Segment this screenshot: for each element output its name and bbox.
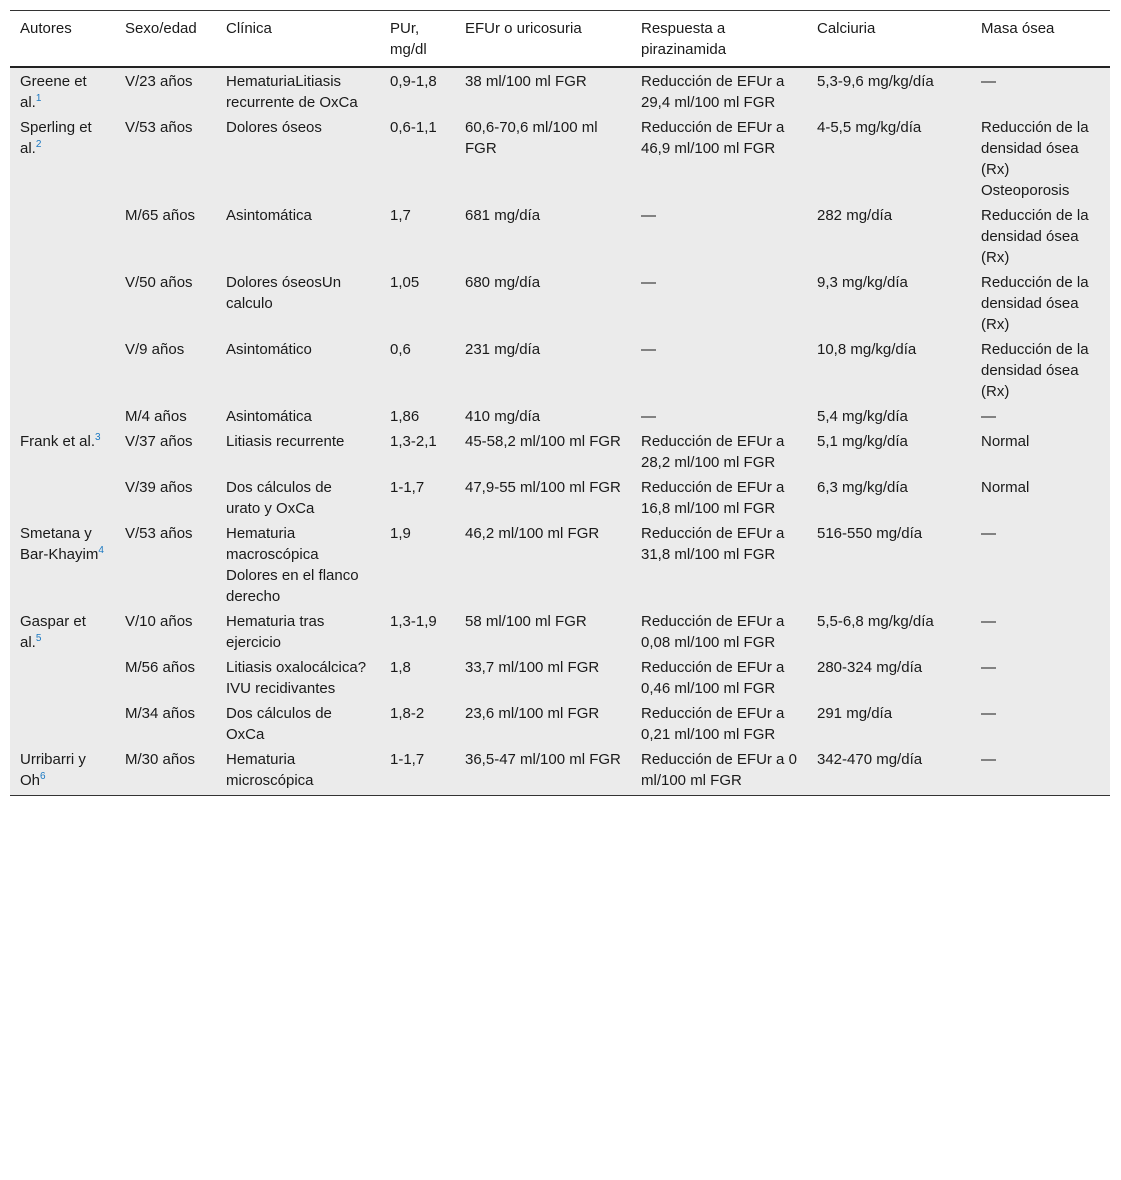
cell-calciuria xyxy=(807,520,971,608)
cell-pur xyxy=(380,700,455,746)
cell-response-text: — xyxy=(641,274,656,291)
table-row xyxy=(10,336,1110,403)
cell-author xyxy=(10,654,115,700)
cell-sex-age-text: M/34 años xyxy=(125,705,196,722)
cell-author-text: Smetana y Bar-Khayim xyxy=(20,525,99,563)
cell-bone-mass-text: — xyxy=(981,408,996,425)
table-row xyxy=(10,654,1110,700)
cell-efur-text: 680 mg/día xyxy=(465,274,541,291)
cell-calciuria xyxy=(807,114,971,202)
cell-pur-text: 1,05 xyxy=(390,274,420,291)
header-respuesta: Respuesta a pirazinamida xyxy=(631,11,807,68)
header-efur: EFUr o uricosuria xyxy=(455,11,631,68)
cell-clinic xyxy=(216,746,380,796)
cell-bone-mass-text: — xyxy=(981,751,996,768)
cell-efur-text: 681 mg/día xyxy=(465,207,541,224)
cell-sex-age xyxy=(115,700,216,746)
reference-link[interactable]: 3 xyxy=(95,432,101,443)
cell-efur xyxy=(455,474,631,520)
cell-clinic-text: Asintomática xyxy=(226,408,312,425)
cell-bone-mass-text: — xyxy=(981,613,996,630)
cell-pur xyxy=(380,608,455,654)
cell-clinic xyxy=(216,336,380,403)
cell-pur xyxy=(380,67,455,114)
table-row xyxy=(10,608,1110,654)
cell-pur xyxy=(380,654,455,700)
header-calciuria: Calciuria xyxy=(807,11,971,68)
reference-link[interactable]: 4 xyxy=(98,545,104,556)
cell-efur-text: 58 ml/100 ml FGR xyxy=(465,613,587,630)
cell-response-text: Reducción de EFUr a 46,9 ml/100 ml FGR xyxy=(641,119,785,157)
cell-author-text: Greene et al. xyxy=(20,73,87,111)
cell-author xyxy=(10,67,115,114)
cell-efur-text: 410 mg/día xyxy=(465,408,541,425)
cell-author xyxy=(10,114,115,202)
cell-bone-mass-text: — xyxy=(981,705,996,722)
cell-calciuria xyxy=(807,746,971,796)
cell-sex-age-text: V/53 años xyxy=(125,119,193,136)
cell-bone-mass xyxy=(971,608,1110,654)
cell-sex-age xyxy=(115,67,216,114)
cell-response xyxy=(631,654,807,700)
cell-author xyxy=(10,336,115,403)
cell-efur-text: 46,2 ml/100 ml FGR xyxy=(465,525,600,542)
cell-sex-age-text: V/39 años xyxy=(125,479,193,496)
cell-response-text: — xyxy=(641,341,656,358)
cell-response-text: Reducción de EFUr a 31,8 ml/100 ml FGR xyxy=(641,525,785,563)
reference-link[interactable]: 6 xyxy=(40,771,46,782)
cell-efur-text: 23,6 ml/100 ml FGR xyxy=(465,705,600,722)
cell-sex-age xyxy=(115,746,216,796)
cell-efur xyxy=(455,269,631,336)
cell-bone-mass xyxy=(971,654,1110,700)
cell-clinic xyxy=(216,67,380,114)
table-row xyxy=(10,403,1110,428)
cell-sex-age-text: V/23 años xyxy=(125,73,193,90)
cell-clinic xyxy=(216,269,380,336)
cell-calciuria-text: 10,8 mg/kg/día xyxy=(817,341,917,358)
clinical-cases-table xyxy=(10,10,1110,796)
cell-sex-age-text: V/9 años xyxy=(125,341,185,358)
cell-efur xyxy=(455,746,631,796)
cell-sex-age-text: M/56 años xyxy=(125,659,196,676)
cell-calciuria xyxy=(807,654,971,700)
cell-author xyxy=(10,474,115,520)
cell-pur-text: 1-1,7 xyxy=(390,751,425,768)
cell-clinic-text: Litiasis recurrente xyxy=(226,433,345,450)
cell-clinic-text: Hematuria microscópica xyxy=(226,751,314,789)
cell-author xyxy=(10,520,115,608)
cell-response-text: Reducción de EFUr a 0,46 ml/100 ml FGR xyxy=(641,659,785,697)
table-row xyxy=(10,202,1110,269)
cell-pur xyxy=(380,746,455,796)
cell-pur-text: 1,7 xyxy=(390,207,411,224)
cell-efur-text: 33,7 ml/100 ml FGR xyxy=(465,659,600,676)
cell-pur xyxy=(380,428,455,474)
cell-response-text: Reducción de EFUr a 29,4 ml/100 ml FGR xyxy=(641,73,785,111)
cell-clinic xyxy=(216,114,380,202)
cell-bone-mass xyxy=(971,336,1110,403)
cell-response xyxy=(631,114,807,202)
cell-pur xyxy=(380,336,455,403)
cell-author-text: Sperling et al. xyxy=(20,119,92,157)
cell-sex-age-text: M/4 años xyxy=(125,408,187,425)
cell-response-text: Reducción de EFUr a 0 ml/100 ml FGR xyxy=(641,751,797,789)
cell-sex-age xyxy=(115,474,216,520)
cell-bone-mass xyxy=(971,114,1110,202)
cell-calciuria-text: 5,5-6,8 mg/kg/día xyxy=(817,613,934,630)
cell-author xyxy=(10,403,115,428)
cell-sex-age xyxy=(115,114,216,202)
cell-calciuria-text: 4-5,5 mg/kg/día xyxy=(817,119,922,136)
cell-calciuria-text: 5,3-9,6 mg/kg/día xyxy=(817,73,934,90)
cell-sex-age-text: V/10 años xyxy=(125,613,193,630)
cell-sex-age xyxy=(115,608,216,654)
cell-bone-mass-text: — xyxy=(981,73,996,90)
table-body xyxy=(10,67,1110,796)
table-row xyxy=(10,428,1110,474)
cell-bone-mass xyxy=(971,520,1110,608)
cell-efur xyxy=(455,336,631,403)
cell-response-text: — xyxy=(641,207,656,224)
cell-response-text: Reducción de EFUr a 0,08 ml/100 ml FGR xyxy=(641,613,785,651)
cell-author-text: Urribarri y Oh xyxy=(20,751,86,789)
table-row xyxy=(10,746,1110,796)
cell-response xyxy=(631,700,807,746)
header-sexo-edad: Sexo/edad xyxy=(115,11,216,68)
cell-response xyxy=(631,428,807,474)
cell-efur xyxy=(455,114,631,202)
cell-response xyxy=(631,474,807,520)
cell-clinic xyxy=(216,700,380,746)
header-pur: PUr, mg/dl xyxy=(380,11,455,68)
cell-efur xyxy=(455,428,631,474)
cell-clinic-text: HematuriaLitiasis recurrente de OxCa xyxy=(226,73,358,111)
cell-calciuria-text: 342-470 mg/día xyxy=(817,751,923,768)
cell-bone-mass-text: — xyxy=(981,659,996,676)
cell-response xyxy=(631,336,807,403)
cell-calciuria-text: 280-324 mg/día xyxy=(817,659,923,676)
cell-author xyxy=(10,700,115,746)
cell-pur xyxy=(380,114,455,202)
cell-sex-age xyxy=(115,336,216,403)
cell-calciuria-text: 291 mg/día xyxy=(817,705,893,722)
cell-efur xyxy=(455,202,631,269)
cell-calciuria-text: 5,1 mg/kg/día xyxy=(817,433,908,450)
cell-pur-text: 1,8-2 xyxy=(390,705,425,722)
cell-efur-text: 36,5-47 ml/100 ml FGR xyxy=(465,751,621,768)
cell-calciuria-text: 282 mg/día xyxy=(817,207,893,224)
cell-pur-text: 0,6 xyxy=(390,341,411,358)
cell-calciuria xyxy=(807,428,971,474)
cell-efur xyxy=(455,403,631,428)
cell-pur-text: 1-1,7 xyxy=(390,479,425,496)
cell-response xyxy=(631,520,807,608)
table-row xyxy=(10,520,1110,608)
table-row xyxy=(10,700,1110,746)
cell-calciuria xyxy=(807,202,971,269)
cell-sex-age-text: V/53 años xyxy=(125,525,193,542)
cell-bone-mass xyxy=(971,474,1110,520)
cell-bone-mass-text: Reducción de la densidad ósea (Rx) xyxy=(981,274,1089,333)
cell-bone-mass xyxy=(971,428,1110,474)
cell-efur xyxy=(455,608,631,654)
cell-sex-age-text: M/30 años xyxy=(125,751,196,768)
cell-sex-age xyxy=(115,403,216,428)
cell-author-text: Gaspar et al. xyxy=(20,613,86,651)
cell-calciuria xyxy=(807,67,971,114)
cell-author xyxy=(10,746,115,796)
table-row xyxy=(10,67,1110,114)
cell-response xyxy=(631,269,807,336)
cell-sex-age-text: V/50 años xyxy=(125,274,193,291)
cell-clinic-text: Dos cálculos de urato y OxCa xyxy=(226,479,332,517)
cell-author xyxy=(10,608,115,654)
cell-calciuria xyxy=(807,336,971,403)
cell-response-text: Reducción de EFUr a 16,8 ml/100 ml FGR xyxy=(641,479,785,517)
cell-clinic xyxy=(216,428,380,474)
table-row xyxy=(10,114,1110,202)
cell-efur xyxy=(455,520,631,608)
cell-sex-age xyxy=(115,654,216,700)
cell-clinic xyxy=(216,202,380,269)
cell-clinic-text: Litiasis oxalocálcica? IVU recidivantes xyxy=(226,659,367,697)
cell-clinic-text: Dos cálculos de OxCa xyxy=(226,705,332,743)
header-autores: Autores xyxy=(10,11,115,68)
header-masa-osea: Masa ósea xyxy=(971,11,1110,68)
cell-bone-mass-text: Reducción de la densidad ósea (Rx) xyxy=(981,341,1089,400)
cell-efur-text: 60,6-70,6 ml/100 ml FGR xyxy=(465,119,598,157)
cell-clinic-text: Asintomática xyxy=(226,207,312,224)
cell-sex-age xyxy=(115,428,216,474)
cell-bone-mass xyxy=(971,700,1110,746)
cell-bone-mass xyxy=(971,67,1110,114)
cell-pur xyxy=(380,474,455,520)
cell-pur-text: 1,86 xyxy=(390,408,420,425)
cell-bone-mass-text: Normal xyxy=(981,479,1030,496)
cell-calciuria xyxy=(807,403,971,428)
cell-response xyxy=(631,202,807,269)
cell-sex-age xyxy=(115,520,216,608)
cell-clinic-text: Hematuria macroscópica Dolores en el flanco derecho xyxy=(226,525,359,605)
cell-bone-mass xyxy=(971,403,1110,428)
cell-bone-mass-text: Normal xyxy=(981,433,1030,450)
table-row xyxy=(10,269,1110,336)
cell-bone-mass xyxy=(971,746,1110,796)
cell-pur xyxy=(380,202,455,269)
reference-link[interactable]: 1 xyxy=(35,93,42,104)
cell-clinic xyxy=(216,608,380,654)
table-row xyxy=(10,474,1110,520)
reference-link[interactable]: 2 xyxy=(35,139,42,150)
cell-clinic-text: Asintomático xyxy=(226,341,312,358)
cell-efur-text: 45-58,2 ml/100 ml FGR xyxy=(465,433,621,450)
cell-clinic-text: Dolores óseos xyxy=(226,119,322,136)
cell-calciuria-text: 5,4 mg/kg/día xyxy=(817,408,908,425)
cell-response xyxy=(631,67,807,114)
cell-sex-age xyxy=(115,269,216,336)
cell-sex-age-text: V/37 años xyxy=(125,433,193,450)
cell-clinic-text: Dolores óseosUn calculo xyxy=(226,274,342,312)
cell-clinic xyxy=(216,403,380,428)
cell-pur xyxy=(380,403,455,428)
cell-bone-mass xyxy=(971,202,1110,269)
cell-pur-text: 1,9 xyxy=(390,525,411,542)
reference-link[interactable]: 5 xyxy=(35,633,42,644)
cell-calciuria-text: 516-550 mg/día xyxy=(817,525,923,542)
cell-bone-mass-text: Reducción de la densidad ósea (Rx) Osteoporosis xyxy=(981,119,1089,199)
header-row xyxy=(10,11,1110,68)
cell-bone-mass-text: — xyxy=(981,525,996,542)
cell-sex-age-text: M/65 años xyxy=(125,207,196,224)
cell-response-text: Reducción de EFUr a 28,2 ml/100 ml FGR xyxy=(641,433,785,471)
cell-bone-mass xyxy=(971,269,1110,336)
cell-calciuria-text: 9,3 mg/kg/día xyxy=(817,274,908,291)
cell-efur xyxy=(455,67,631,114)
cell-clinic xyxy=(216,654,380,700)
cell-pur-text: 0,9-1,8 xyxy=(390,73,437,90)
cell-clinic xyxy=(216,520,380,608)
cell-calciuria xyxy=(807,608,971,654)
cell-clinic-text: Hematuria tras ejercicio xyxy=(226,613,325,651)
cell-pur-text: 1,3-2,1 xyxy=(390,433,437,450)
cell-bone-mass-text: Reducción de la densidad ósea (Rx) xyxy=(981,207,1089,266)
cell-sex-age xyxy=(115,202,216,269)
cell-response-text: — xyxy=(641,408,656,425)
cell-efur xyxy=(455,700,631,746)
cell-calciuria-text: 6,3 mg/kg/día xyxy=(817,479,908,496)
cell-pur xyxy=(380,520,455,608)
cell-response xyxy=(631,403,807,428)
cell-efur-text: 38 ml/100 ml FGR xyxy=(465,73,587,90)
cell-pur xyxy=(380,269,455,336)
cell-pur-text: 0,6-1,1 xyxy=(390,119,437,136)
cell-pur-text: 1,3-1,9 xyxy=(390,613,437,630)
cell-clinic xyxy=(216,474,380,520)
cell-calciuria xyxy=(807,269,971,336)
cell-efur xyxy=(455,654,631,700)
cell-response xyxy=(631,746,807,796)
cell-response-text: Reducción de EFUr a 0,21 ml/100 ml FGR xyxy=(641,705,785,743)
cell-author xyxy=(10,269,115,336)
cell-author xyxy=(10,202,115,269)
cell-author-text: Frank et al. xyxy=(20,433,96,450)
cell-pur-text: 1,8 xyxy=(390,659,411,676)
cell-efur-text: 47,9-55 ml/100 ml FGR xyxy=(465,479,621,496)
cell-response xyxy=(631,608,807,654)
cell-efur-text: 231 mg/día xyxy=(465,341,541,358)
cell-author xyxy=(10,428,115,474)
cell-calciuria xyxy=(807,700,971,746)
header-clinica: Clínica xyxy=(216,11,380,68)
cell-calciuria xyxy=(807,474,971,520)
